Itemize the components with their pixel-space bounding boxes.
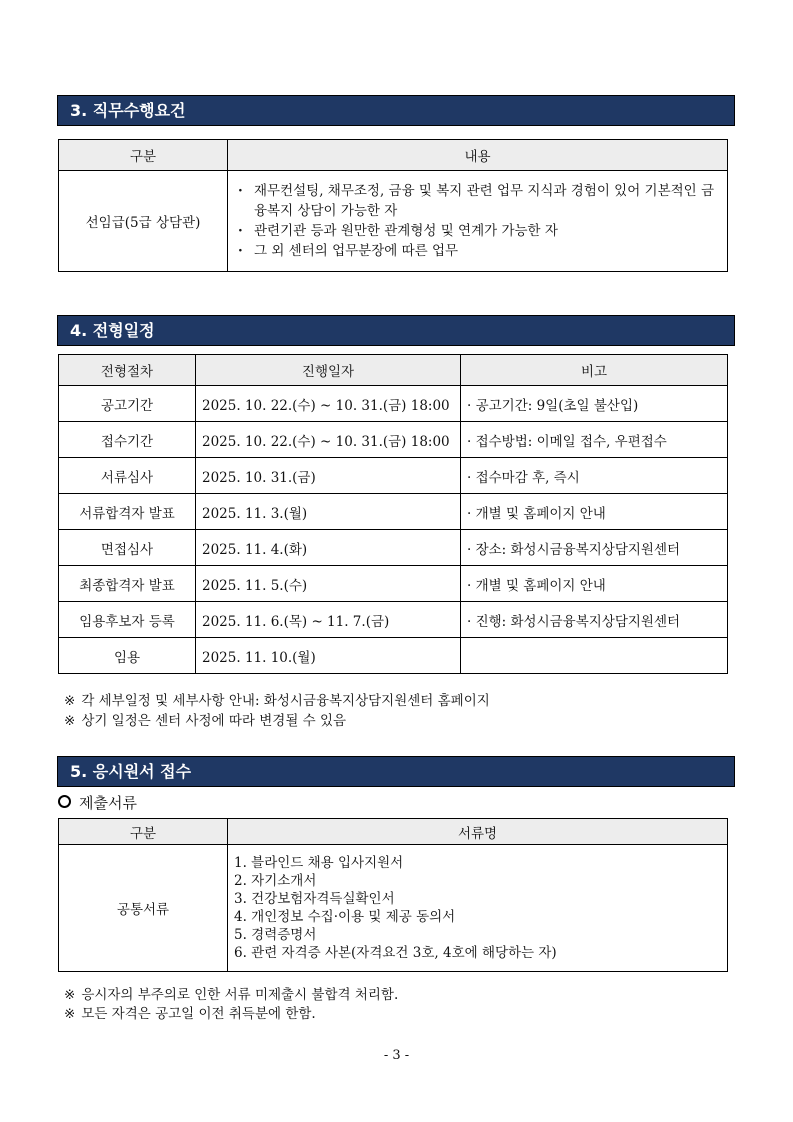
page-number: - 3 - [383,1048,410,1063]
bullet-dot: · [467,541,476,558]
schedule-header-note: 비고 [461,355,728,386]
schedule-date: 2025. 11. 5.(수) [196,566,461,602]
bullet-dot: · [467,433,476,450]
requirements-content-cell [228,171,728,272]
schedule-note-text: 진행: 화성시금융복지상담지원센터 [475,613,681,630]
schedule-note-text: 개별 및 홈페이지 안내 [475,577,606,594]
schedule-note [461,422,728,458]
requirements-list [232,181,721,261]
table-row [59,530,728,566]
schedule-note-text: 접수마감 후, 즉시 [475,469,580,486]
schedule-note [461,458,728,494]
table-row [59,458,728,494]
circle-bullet-icon [58,795,71,808]
schedule-note-text: 개별 및 홈페이지 안내 [475,505,606,522]
documents-table [58,818,728,972]
documents-row-label: 공통서류 [59,845,228,972]
documents-subheading [58,792,137,813]
list-item: 2. 자기소개서 [234,873,317,889]
bullet-dot: · [467,577,476,594]
list-item: 6. 관련 자격증 사본(자격요건 3호, 4호에 해당하는 자) [234,945,557,961]
subheading-text: 제출서류 [79,794,137,812]
schedule-step: 임용후보자 등록 [59,602,196,638]
schedule-header-date: 진행일자 [196,355,461,386]
documents-note-line [64,1002,316,1022]
schedule-note-line [64,689,490,709]
note-text: 모든 자격은 공고일 이전 취득분에 한함. [81,1006,316,1022]
schedule-note [461,530,728,566]
note-mark: ※ [64,693,76,709]
requirements-header-content: 내용 [228,140,728,171]
schedule-date: 2025. 11. 6.(목) ~ 11. 7.(금) [196,602,461,638]
bullet-dot: · [467,613,476,630]
schedule-table [58,354,728,674]
schedule-date: 2025. 10. 31.(금) [196,458,461,494]
schedule-step: 공고기간 [59,386,196,422]
schedule-date: 2025. 11. 4.(화) [196,530,461,566]
schedule-step: 면접심사 [59,530,196,566]
schedule-date: 2025. 11. 10.(월) [196,638,461,674]
section-5-title: 5. 응시원서 접수 [57,756,735,787]
requirements-item: · 재무컨설팅, 채무조정, 금융 및 복지 관련 업무 지식과 경험이 있어 기본적인 금융복지 상담이 가능한 자 [232,181,721,221]
table-row [59,422,728,458]
schedule-note [461,566,728,602]
schedule-note-text: 공고기간: 9일(초일 불산입) [475,397,639,414]
table-row [59,566,728,602]
note-mark: ※ [64,713,76,729]
bullet-dot: · [467,469,476,486]
documents-header-name: 서류명 [228,819,728,845]
schedule-note [461,638,728,674]
note-text: 상기 일정은 센터 사정에 따라 변경될 수 있음 [81,713,347,729]
requirements-header-category: 구분 [59,140,228,171]
schedule-step: 접수기간 [59,422,196,458]
note-text: 각 세부일정 및 세부사항 안내: 화성시금융복지상담지원센터 홈페이지 [81,693,490,709]
schedule-header-step: 전형절차 [59,355,196,386]
documents-note-line [64,983,398,1003]
schedule-step: 임용 [59,638,196,674]
schedule-note-text: 접수방법: 이메일 접수, 우편접수 [475,433,667,450]
schedule-note [461,602,728,638]
schedule-step: 서류합격자 발표 [59,494,196,530]
section-3-title: 3. 직무수행요건 [57,95,735,126]
documents-list-cell [228,845,728,972]
note-text: 응시자의 부주의로 인한 서류 미제출시 불합격 처리함. [81,987,399,1003]
schedule-date: 2025. 10. 22.(수) ~ 10. 31.(금) 18:00 [196,422,461,458]
schedule-step: 서류심사 [59,458,196,494]
bullet-dot: · [467,397,476,414]
requirements-row-label: 선임급(5급 상담관) [59,171,228,272]
table-row [59,494,728,530]
schedule-note [461,494,728,530]
schedule-note-text: 장소: 화성시금융복지상담지원센터 [475,541,681,558]
schedule-date: 2025. 11. 3.(월) [196,494,461,530]
list-item: 4. 개인정보 수집·이용 및 제공 동의서 [234,909,456,925]
list-item: 5. 경력증명서 [234,927,317,943]
schedule-date: 2025. 10. 22.(수) ~ 10. 31.(금) 18:00 [196,386,461,422]
table-row [59,602,728,638]
note-mark: ※ [64,987,76,1003]
section-4-title: 4. 전형일정 [57,315,735,346]
requirements-item: · 관련기관 등과 원만한 관계형성 및 연계가 가능한 자 [232,221,721,241]
list-item: 1. 블라인드 채용 입사지원서 [234,855,404,871]
bullet-dot: · [467,505,476,522]
requirements-item: · 그 외 센터의 업무분장에 따른 업무 [232,241,721,261]
schedule-note-line [64,709,346,729]
schedule-note [461,386,728,422]
documents-list [234,854,721,962]
table-row [59,638,728,674]
table-row [59,386,728,422]
requirements-table [58,139,728,272]
schedule-step: 최종합격자 발표 [59,566,196,602]
note-mark: ※ [64,1006,76,1022]
list-item: 3. 건강보험자격득실확인서 [234,891,395,907]
documents-header-category: 구분 [59,819,228,845]
